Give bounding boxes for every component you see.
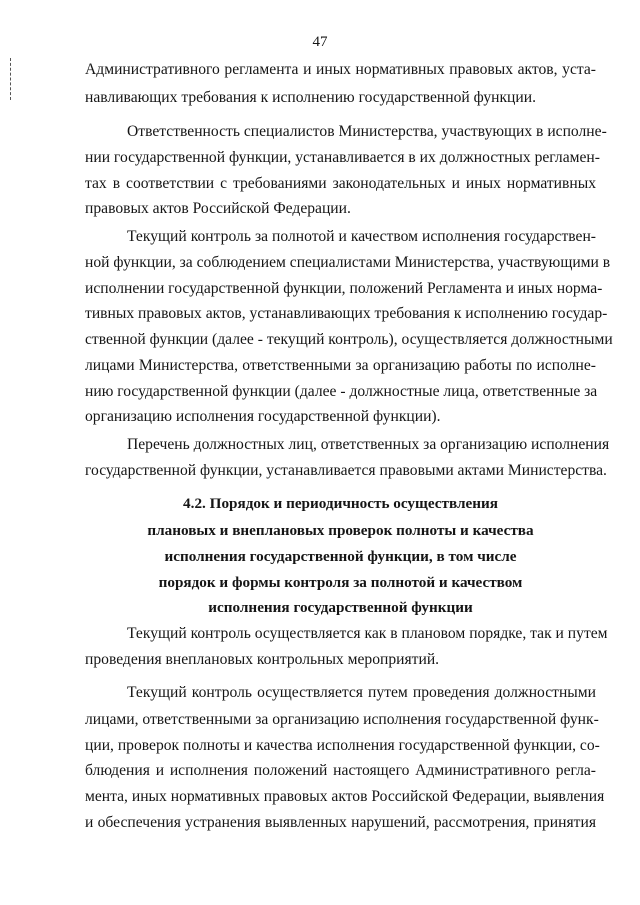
paragraph-3-line-7: нию государственной функции (далее - должностные лица, ответственные за [85,383,598,400]
paragraph-6-line-2: лицами, ответственными за организацию исполнения государственной функ- [85,711,599,728]
paragraph-6-line-3: ции, проверок полноты и качества исполнения государственной функции, со- [85,737,600,754]
paragraph-2-line-3: тах в соответствии с требованиями законодательных и иных нормативных [85,175,596,192]
section-heading-line-4: порядок и формы контроля за полнотой и качеством [158,574,523,591]
paragraph-5-line-2: проведения внеплановых контрольных мероприятий. [85,651,440,668]
paragraph-3-line-2: ной функции, за соблюдением специалистами Министерства, участвующими в [85,254,611,271]
paragraph-2-line-1: Ответственность специалистов Министерства, участвующих в исполне- [127,123,607,140]
paragraph-2-line-2: нии государственной функции, устанавливается в их должностных регламен- [85,149,600,166]
section-heading-line-3: исполнения государственной функции, в том числе [164,548,517,565]
paragraph-3-line-8: организацию исполнения государственной функции). [85,408,441,425]
paragraph-5-line-1: Текущий контроль осуществляется как в плановом порядке, так и путем [127,625,608,642]
paragraph-3-line-4: тивных правовых актов, устанавливающих требования к исполнению государ- [85,305,608,322]
paragraph-2-line-4: правовых актов Российской Федерации. [85,200,351,217]
paragraph-4-line-2: государственной функции, устанавливается правовыми актами Министерства. [85,462,607,479]
scan-edge-mark [10,58,12,100]
section-heading-line-2: плановых и внеплановых проверок полноты и качества [147,522,534,539]
paragraph-3-line-6: лицами Министерства, ответственными за организацию работы по исполне- [85,357,596,374]
paragraph-1-line-2: навливающих требования к исполнению государственной функции. [85,89,536,106]
section-heading-line-1: 4.2. Порядок и периодичность осуществления [183,495,498,512]
section-heading-line-5: исполнения государственной функции [208,599,473,616]
paragraph-6-line-4: блюдения и исполнения положений настоящего Административного регла- [85,762,596,779]
paragraph-3-line-5: ственной функции (далее - текущий контроль), осуществляется должностными [85,331,613,348]
paragraph-3-line-1: Текущий контроль за полнотой и качеством исполнения государствен- [127,228,596,245]
paragraph-6-line-5: мента, иных нормативных правовых актов Российской Федерации, выявления [85,788,605,805]
paragraph-6-line-6: и обеспечения устранения выявленных нарушений, рассмотрения, принятия [85,814,596,831]
page-number: 47 [312,34,328,50]
paragraph-1-line-1: Административного регламента и иных нормативных правовых актов, уста- [85,61,596,78]
paragraph-4-line-1: Перечень должностных лиц, ответственных за организацию исполнения [127,436,610,453]
paragraph-3-line-3: исполнении государственной функции, положений Регламента и иных норма- [85,280,603,297]
paragraph-6-line-1: Текущий контроль осуществляется путем проведения должностными [127,684,596,701]
